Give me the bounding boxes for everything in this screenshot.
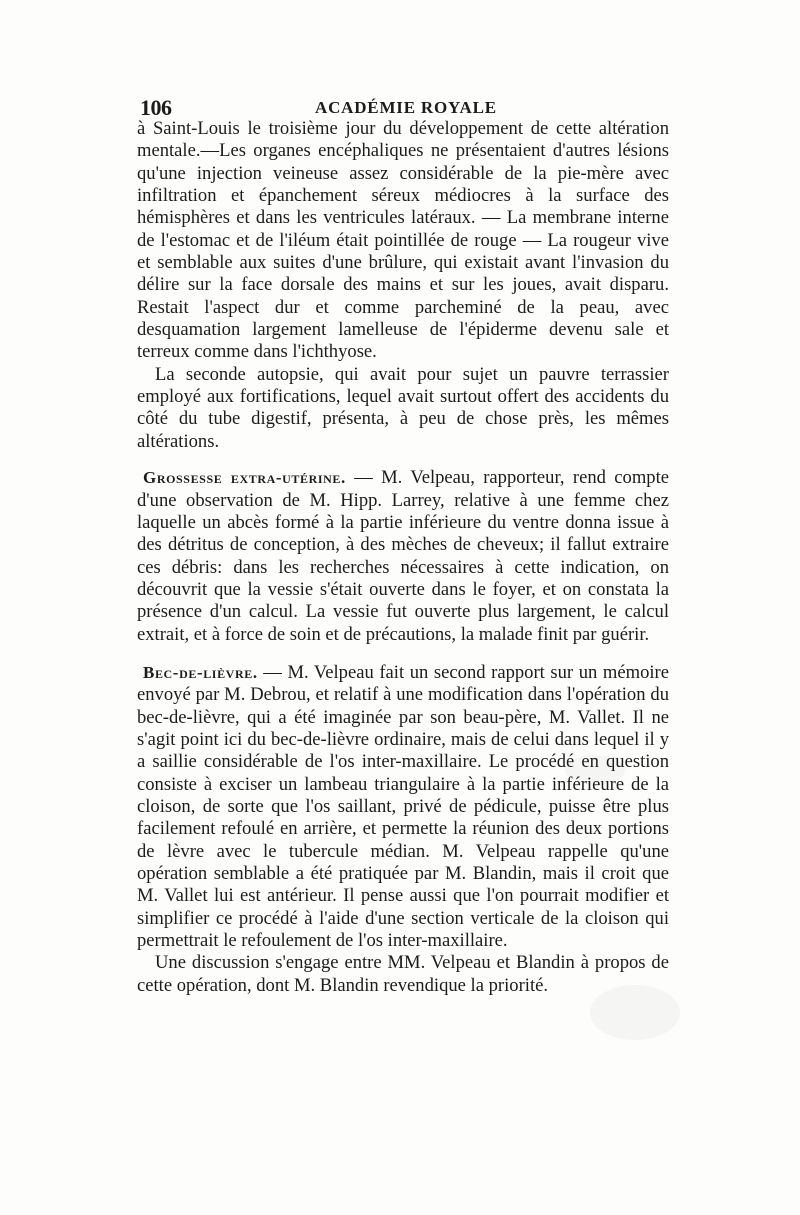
section-bec-de-lievre	[137, 662, 669, 952]
paragraph-text: La seconde autopsie, qui avait pour sujet un pauvre terrassier employé aux fortifications, lequel avait surtout offert des accidents du côté du tube digestif, présenta, à peu de chose près, les mêmes altérations.	[137, 363, 669, 452]
section-grossesse-extra-uterine	[137, 467, 669, 646]
paragraph-text: Une discussion s'engage entre MM. Velpeau et Blandin à propos de cette opération, dont M. Blandin revendique la priorité.	[137, 952, 669, 996]
paragraph-discussion	[137, 952, 669, 997]
paragraph-text: — M. Velpeau, rapporteur, rend compte d'une observation de M. Hipp. Larrey, relative à une femme chez laquelle un abcès formé à la partie inférieure du ventre donna issue à des détritus de conception, à des mèches de cheveux; il fallut extraire ces débris: dans les recherches nécessaires à cette indication, on découvrit que la vessie s'était ouverte dans le foyer, et on constata la présence d'un calcul. La vessie fut ouverte plus largement, le calcul extrait, et à force de soin et de précautions, la malade finit par guérir.	[137, 467, 669, 645]
paragraph-text: — M. Velpeau fait un second rapport sur un mémoire envoyé par M. Debrou, et relatif à une modification dans l'opération du bec-de-lièvre, qui a été imaginée par son beau-père, M. Vallet. Il ne s'agit point ici du bec-de-lièvre ordinaire, mais de celui dans lequel il y a saillie considérable de l'os inter-maxillaire. Le procédé en question consiste à exciser un lambeau triangulaire à la partie inférieure de la cloison, de sorte que l'os saillant, privé de pédicule, puisse être plus facilement refoulé en arrière, et permette la réunion des deux portions de lèvre avec le tubercule médian. M. Velpeau rappelle qu'une opération semblable a été pratiquée par M. Blandin, mais il croit que M. Vallet lui est antérieur. Il pense aussi que l'on pourrait modifier et simplifier ce procédé à l'aide d'une section verticale de la cloison qui permettrait le refoulement de l'os inter-maxillaire.	[137, 661, 669, 952]
section-heading: Bec-de-lièvre.	[143, 662, 258, 682]
page-number: 106	[140, 95, 172, 120]
paragraph-autopsy-continuation	[137, 118, 669, 364]
section-heading: Grossesse extra-utérine.	[143, 468, 346, 488]
running-head: ACADÉMIE ROYALE	[315, 98, 497, 117]
paragraph-text: à Saint-Louis le troisième jour du développement de cette altération mentale.—Les organes encéphaliques ne présentaient d'autres lésions qu'une injection veineuse assez considérable de la pie-mère avec infiltration et épanchement séreux médiocres à la surface des hémisphères et dans les ventricules latéraux. — La membrane interne de l'estomac et de l'iléum était pointillée de rouge — La rougeur vive et semblable aux suites d'une brûlure, qui existait avant l'invasion du délire sur la face dorsale des mains et sur les joues, avait disparu. Restait l'aspect dur et comme parcheminé de la peau, avec desquamation largement lamelleuse de l'épiderme devenu sale et terreux comme dans l'ichthyose.	[137, 118, 669, 363]
paragraph-second-autopsy	[137, 364, 669, 453]
body-text	[137, 118, 669, 997]
